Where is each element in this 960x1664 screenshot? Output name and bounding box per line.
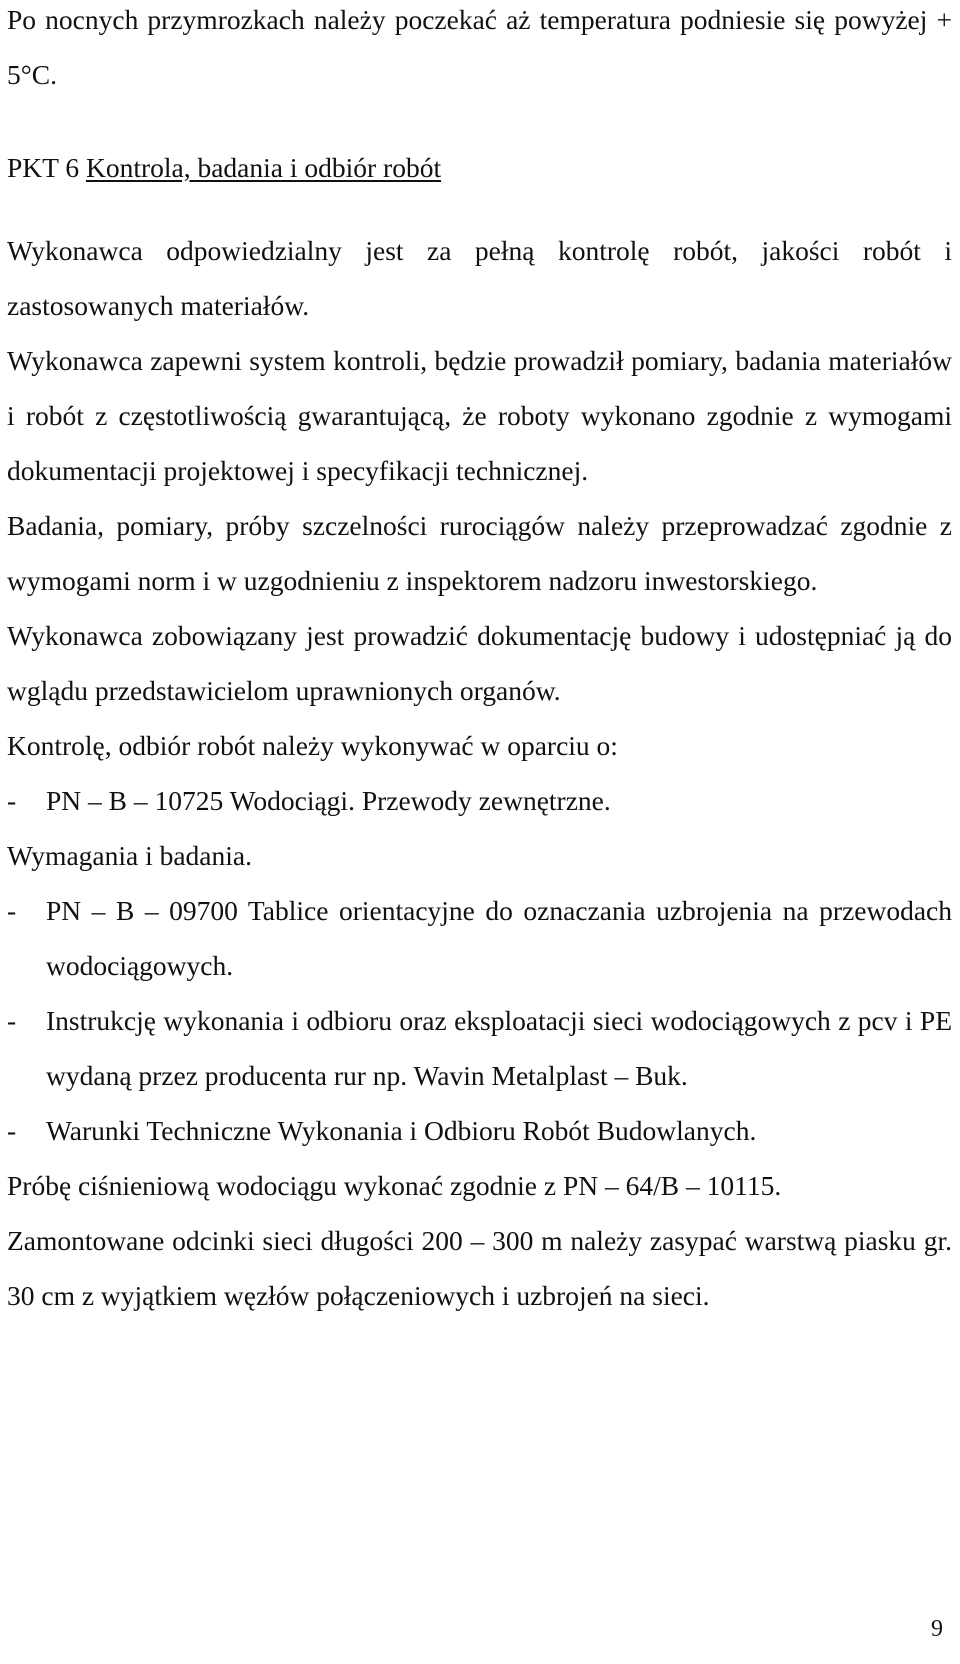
list-dash: - xyxy=(7,1114,17,1146)
intro-paragraph: Po nocnych przymrozkach należy poczekać aż temperatura podniesie się powyżej + 5°C. xyxy=(7,4,952,90)
list-item-text: Instrukcję wykonania i odbioru oraz eksploatacji sieci wodociągowych z pcv i PE wydaną przez producenta rur np. Wavin Metalplast – Buk. xyxy=(46,1004,952,1091)
section-heading-title: Kontrola, badania i odbiór robót xyxy=(85,152,442,183)
list-item xyxy=(7,773,952,828)
paragraph-documentation: Wykonawca zobowiązany jest prowadzić dokumentację budowy i udostępniać ją do wglądu przedstawicielom uprawnionych organów. xyxy=(7,619,952,706)
paragraph-backfill: Zamontowane odcinki sieci długości 200 – 300 m należy zasypać warstwą piasku gr. 30 cm z wyjątkiem węzłów połączeniowych i uzbrojeń na sieci. xyxy=(7,1224,952,1311)
list-item xyxy=(7,883,952,993)
list-dash: - xyxy=(7,1004,17,1036)
list-item-text: PN – B – 10725 Wodociągi. Przewody zewnętrzne. xyxy=(46,784,611,816)
document-page xyxy=(7,0,952,1323)
list-dash: - xyxy=(7,894,17,926)
list-dash: - xyxy=(7,784,17,816)
section-heading-prefix: PKT 6 xyxy=(7,152,86,183)
list-item-text: Warunki Techniczne Wykonania i Odbioru Robót Budowlanych. xyxy=(46,1114,757,1146)
paragraph-control-system: Wykonawca zapewni system kontroli, będzie prowadził pomiary, badania materiałów i robót z częstotliwością gwarantującą, że roboty wykonano zgodnie z wymogami dokumentacji projektowej i specyfikacji technicznej. xyxy=(7,344,952,486)
section-heading xyxy=(7,140,952,195)
page-number: 9 xyxy=(931,1616,943,1642)
paragraph-pressure-test: Próbę ciśnieniową wodociągu wykonać zgodnie z PN – 64/B – 10115. xyxy=(7,1169,782,1201)
paragraph-testing: Badania, pomiary, próby szczelności rurociągów należy przeprowadzać zgodnie z wymogami norm i w uzgodnieniu z inspektorem nadzoru inwestorskiego. xyxy=(7,509,952,596)
list-item xyxy=(7,993,952,1103)
list-item-text: PN – B – 09700 Tablice orientacyjne do oznaczania uzbrojenia na przewodach wodociągowych. xyxy=(46,894,952,981)
list-continuation: Wymagania i badania. xyxy=(7,839,252,871)
paragraph-basis: Kontrolę, odbiór robót należy wykonywać w oparciu o: xyxy=(7,729,618,761)
paragraph-responsibility: Wykonawca odpowiedzialny jest za pełną kontrolę robót, jakości robót i zastosowanych materiałów. xyxy=(7,234,952,321)
list-item xyxy=(7,1103,952,1158)
